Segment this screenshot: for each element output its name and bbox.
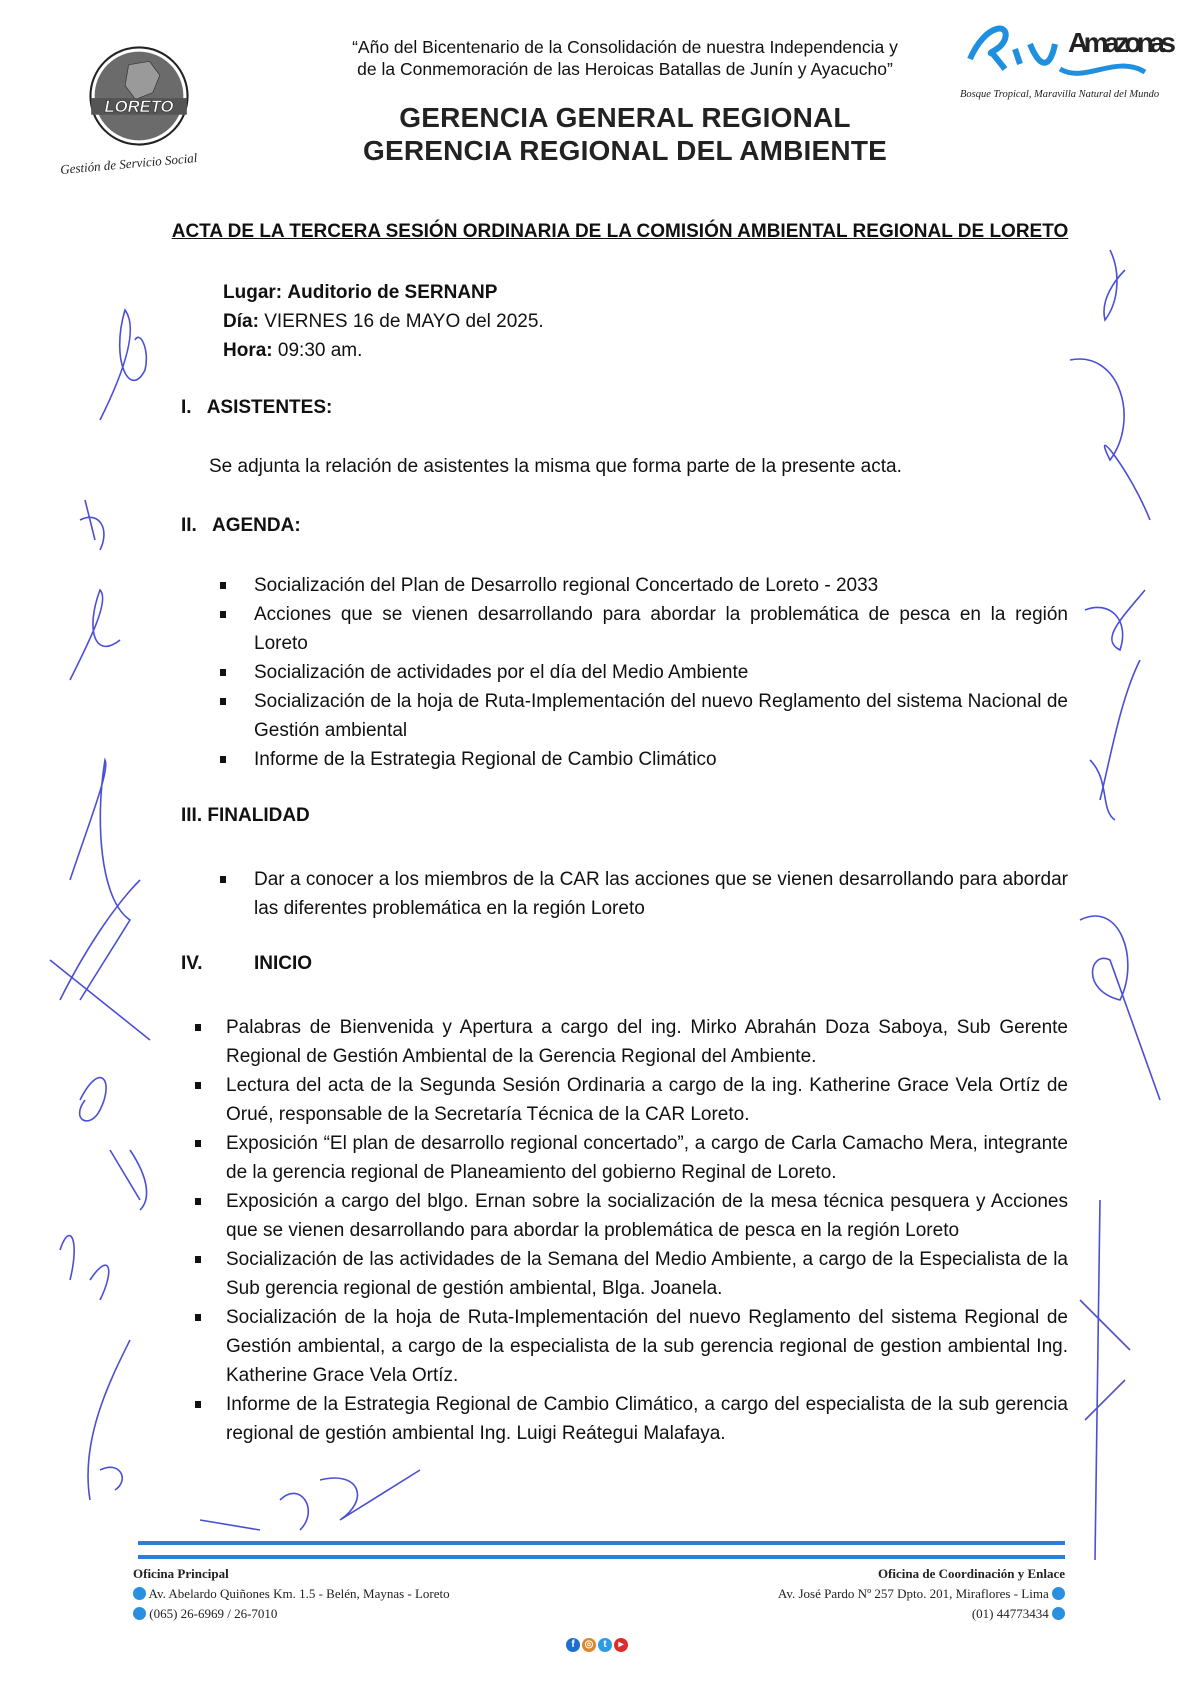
section-finalidad-heading <box>181 805 310 827</box>
signature <box>1085 590 1145 650</box>
signature <box>1104 250 1125 320</box>
main-office-phone: (065) 26-6969 / 26-7010 <box>149 1606 278 1621</box>
dia-value: VIERNES 16 de MAYO del 2025. <box>264 311 544 332</box>
river-logo-icon <box>965 14 1180 84</box>
signature <box>100 310 146 420</box>
section-title: INICIO <box>254 953 313 974</box>
social-icons <box>566 1634 630 1652</box>
year-motto <box>300 36 950 80</box>
signature <box>1080 916 1160 1100</box>
signature <box>60 1236 109 1300</box>
footer-main-office <box>133 1564 450 1624</box>
twitter-icon[interactable]: t <box>598 1638 612 1652</box>
office-title <box>320 101 930 167</box>
list-item: Informe de la Estrategia Regional de Cambio Climático, a cargo del especialista de la sub gerencia regional de gestión ambiental Ing. Luigi Reátegui Malafaya. <box>226 1390 1068 1448</box>
list-item: Palabras de Bienvenida y Apertura a cargo del ing. Mirko Abrahán Doza Saboya, Sub Gerente Regional de Gestión Ambiental de la Gerencia Regional del Ambiente. <box>226 1013 1068 1071</box>
finalidad-list <box>254 865 1068 923</box>
section-number: IV. <box>181 953 203 974</box>
list-item: Acciones que se vienen desarrollando para abordar la problemática de pesca en la región Loreto <box>254 600 1068 658</box>
location-pin-icon <box>133 1587 146 1600</box>
signature <box>80 500 104 550</box>
signature <box>50 880 150 1040</box>
motto-line-1: “Año del Bicentenario de la Consolidación de nuestra Independencia y <box>352 37 898 57</box>
hora-label: Hora: <box>223 340 273 361</box>
session-details <box>223 278 544 365</box>
section-inicio-heading <box>181 953 313 975</box>
list-item: Socialización de actividades por el día del Medio Ambiente <box>254 658 1068 687</box>
location-pin-icon <box>1052 1587 1065 1600</box>
signature <box>70 760 130 1000</box>
signature <box>1100 660 1140 800</box>
lugar-label: Lugar: <box>223 282 283 303</box>
youtube-icon[interactable]: ▸ <box>614 1638 628 1652</box>
lima-office-title: Oficina de Coordinación y Enlace <box>877 1566 1065 1581</box>
list-item: Socialización de la hoja de Ruta-Implementación del nuevo Reglamento del sistema Nacional de Gestión ambiental <box>254 687 1068 745</box>
section-title: AGENDA: <box>211 515 301 536</box>
list-item: Dar a conocer a los miembros de la CAR las acciones que se vienen desarrollando para abordar las diferentes problemática en la región Loreto <box>254 865 1068 923</box>
section-title: FINALIDAD <box>207 805 310 826</box>
phone-icon <box>1052 1607 1065 1620</box>
phone-icon <box>133 1607 146 1620</box>
section-agenda-heading <box>181 515 301 537</box>
title-line-2: GERENCIA REGIONAL DEL AMBIENTE <box>362 135 888 166</box>
list-item: Socialización de las actividades de la Semana del Medio Ambiente, a cargo de la Especialista de la Sub gerencia regional de gestión ambiental, Blga. Joanela. <box>226 1245 1068 1303</box>
list-item: Lectura del acta de la Segunda Sesión Ordinaria a cargo de la ing. Katherine Grace Vela Ortíz de Orué, responsable de la Secretaría Técnica de la CAR Loreto. <box>226 1071 1068 1129</box>
main-office-title: Oficina Principal <box>133 1566 229 1581</box>
list-item: Socialización de la hoja de Ruta-Implementación del nuevo Reglamento del sistema Regional de Gestión ambiental, a cargo de la especialista de la sub gerencia regional de gestion ambiental Ing. Katherine Grace Vela Ortíz. <box>226 1303 1068 1390</box>
signature <box>80 1078 106 1121</box>
signature <box>200 1470 420 1530</box>
signature <box>70 590 120 680</box>
svg-text:LORETO: LORETO <box>104 96 174 116</box>
lugar-value: Auditorio de SERNANP <box>287 282 498 303</box>
section-number: II. <box>181 515 197 536</box>
dia-label: Día: <box>223 311 259 332</box>
footer-lima-office <box>778 1564 1065 1624</box>
lima-office-address: Av. José Pardo Nº 257 Dpto. 201, Miraflores - Lima <box>777 1586 1049 1601</box>
signature <box>88 1340 130 1500</box>
facebook-icon[interactable]: f <box>566 1638 580 1652</box>
svg-text:Amazonas: Amazonas <box>1068 27 1176 58</box>
section-number: III. <box>181 805 203 826</box>
section-number: I. <box>181 397 192 418</box>
lima-office-phone: (01) 44773434 <box>971 1606 1049 1621</box>
document-heading: ACTA DE LA TERCERA SESIÓN ORDINARIA DE LA COMISIÓN AMBIENTAL REGIONAL DE LORETO <box>171 221 1069 242</box>
title-line-1: GERENCIA GENERAL REGIONAL <box>399 102 851 133</box>
list-item: Informe de la Estrategia Regional de Cambio Climático <box>254 745 1068 774</box>
motto-line-2: de la Conmemoración de las Heroicas Batallas de Junín y Ayacucho” <box>357 59 893 79</box>
signature <box>1090 760 1115 820</box>
list-item: Socialización del Plan de Desarrollo regional Concertado de Loreto - 2033 <box>254 571 1068 600</box>
signature <box>1070 359 1150 520</box>
logo-tagline: Bosque Tropical, Maravilla Natural del Mundo <box>960 89 1160 100</box>
footer-rule <box>138 1541 1065 1545</box>
section-title: ASISTENTES: <box>206 397 333 418</box>
rio-amazonas-logo <box>960 14 1180 104</box>
list-item: Exposición a cargo del blgo. Ernan sobre la socialización de la mesa técnica pesquera y Acciones que se vienen desarrollando para abordar la problemática de pesca en la región Loreto <box>226 1187 1068 1245</box>
signature <box>110 1150 147 1210</box>
signature <box>1080 1200 1130 1560</box>
main-office-address: Av. Abelardo Quiñones Km. 1.5 - Belén, Maynas - Loreto <box>148 1586 450 1601</box>
footer-rule <box>138 1555 1065 1559</box>
inicio-list <box>226 1013 1068 1448</box>
logo-caption: Gestión de Servicio Social <box>59 150 198 177</box>
loreto-logo <box>66 44 212 148</box>
instagram-icon[interactable]: ◎ <box>582 1638 596 1652</box>
hora-value: 09:30 am. <box>277 340 363 361</box>
asistentes-text: Se adjunta la relación de asistentes la misma que forma parte de la presente acta. <box>209 456 902 477</box>
agenda-list <box>254 571 1068 774</box>
section-asistentes-heading <box>181 397 332 419</box>
list-item: Exposición “El plan de desarrollo regional concertado”, a cargo de Carla Camacho Mera, integrante de la gerencia regional de Planeamiento del gobierno Reginal de Loreto. <box>226 1129 1068 1187</box>
